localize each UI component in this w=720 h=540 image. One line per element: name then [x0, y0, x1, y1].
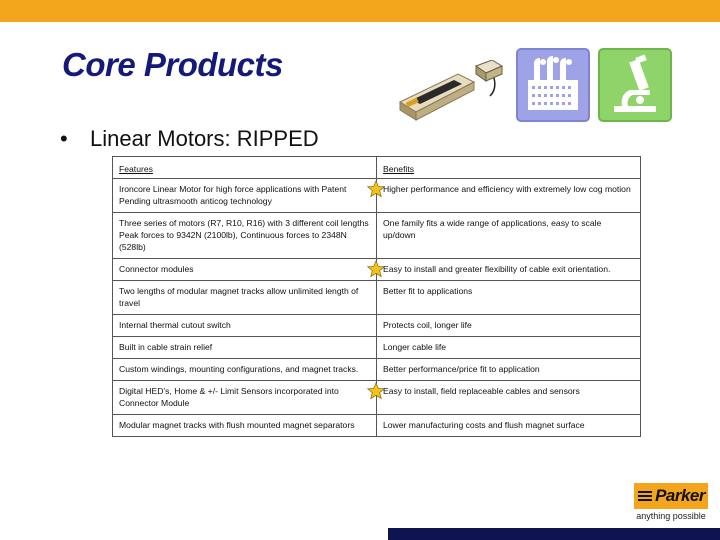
- benefit-cell: [377, 415, 641, 437]
- feature-text: Digital HED’s, Home & +/- Limit Sensors incorporated into Connector Module: [119, 386, 339, 408]
- bullet-marker: •: [60, 126, 68, 151]
- feature-cell: [113, 213, 377, 259]
- feature-text: Internal thermal cutout switch: [119, 320, 231, 330]
- benefit-cell: [377, 381, 641, 415]
- feature-cell: [113, 381, 377, 415]
- benefit-text: Higher performance and efficiency with extremely low cog motion: [383, 184, 631, 194]
- feature-text: Modular magnet tracks with flush mounted magnet separators: [119, 420, 355, 430]
- table-row: [113, 315, 641, 337]
- parker-logo: [634, 483, 708, 521]
- feature-cell: [113, 259, 377, 281]
- feature-text: Built in cable strain relief: [119, 342, 213, 352]
- parker-tagline: anything possible: [636, 511, 706, 521]
- benefit-cell: [377, 281, 641, 315]
- microscope-icon: [598, 48, 672, 122]
- header-features: Features: [113, 157, 377, 179]
- benefit-text: Better performance/price fit to application: [383, 364, 540, 374]
- feature-cell: [113, 359, 377, 381]
- feature-cell: [113, 415, 377, 437]
- feature-text: Custom windings, mounting configurations, and magnet tracks.: [119, 364, 359, 374]
- benefit-text: Longer cable life: [383, 342, 447, 352]
- table-row: [113, 213, 641, 259]
- table-row: [113, 381, 641, 415]
- table-row: [113, 259, 641, 281]
- linear-motor-photo: [396, 60, 506, 130]
- bottom-accent-bar: [388, 528, 720, 540]
- lab-flasks-icon: [516, 48, 590, 122]
- benefit-cell: [377, 359, 641, 381]
- parker-logo-badge: [634, 483, 708, 509]
- benefit-cell: [377, 213, 641, 259]
- benefit-cell: [377, 179, 641, 213]
- table-row: [113, 179, 641, 213]
- feature-text: Ironcore Linear Motor for high force applications with Patent Pending ultrasmooth anticog technology: [119, 184, 347, 206]
- benefit-text: Lower manufacturing costs and flush magnet surface: [383, 420, 585, 430]
- table-row: [113, 337, 641, 359]
- feature-cell: [113, 281, 377, 315]
- feature-cell: [113, 179, 377, 213]
- feature-cell: [113, 315, 377, 337]
- benefit-text: Better fit to applications: [383, 286, 473, 296]
- benefit-cell: [377, 259, 641, 281]
- benefit-text: Protects coil, longer life: [383, 320, 472, 330]
- parker-logo-name: Parker: [655, 486, 705, 505]
- features-benefits-table: [112, 156, 641, 437]
- star-icon: [367, 180, 385, 198]
- benefit-text: One family fits a wide range of applications, easy to scale up/down: [383, 218, 602, 240]
- star-icon: [367, 382, 385, 400]
- bullet-text: Linear Motors: RIPPED: [90, 126, 319, 151]
- slide-title: Core Products: [62, 46, 283, 83]
- table-header-row: [113, 157, 641, 179]
- header-benefits: Benefits: [377, 157, 641, 179]
- table-row: [113, 359, 641, 381]
- top-accent-bar: [0, 0, 720, 22]
- feature-text: Two lengths of modular magnet tracks allow unlimited length of travel: [119, 286, 359, 308]
- bullet-item: [60, 126, 319, 152]
- benefit-cell: [377, 337, 641, 359]
- benefit-text: Easy to install, field replaceable cables and sensors: [383, 386, 580, 396]
- feature-cell: [113, 337, 377, 359]
- feature-text: Three series of motors (R7, R10, R16) with 3 different coil lengths Peak forces to 9342N (2100lb), Continuous forces to 2348N (528lb): [119, 218, 369, 252]
- parker-stripes-icon: [638, 489, 652, 503]
- table-row: [113, 281, 641, 315]
- feature-text: Connector modules: [119, 264, 194, 274]
- benefit-cell: [377, 315, 641, 337]
- star-icon: [367, 260, 385, 278]
- benefit-text: Easy to install and greater flexibility of cable exit orientation.: [383, 264, 611, 274]
- table-row: [113, 415, 641, 437]
